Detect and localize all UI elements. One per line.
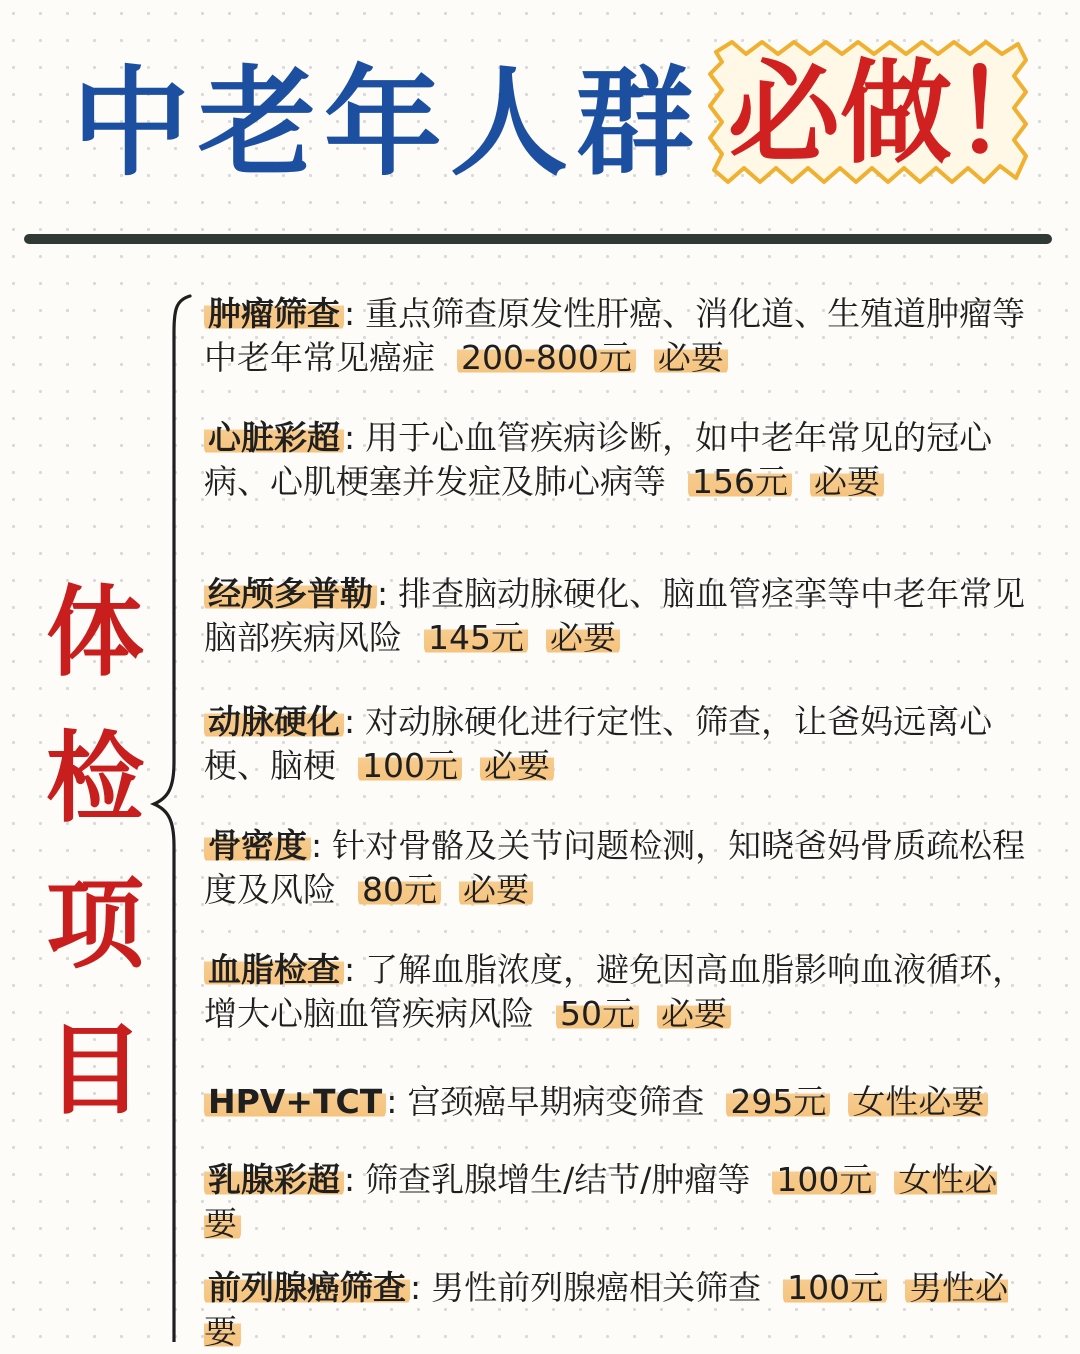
- page-title: 中老年人群: [72, 54, 703, 192]
- item-label: 前列腺癌筛查: [204, 1268, 410, 1307]
- list-item: HPV+TCT : 宫颈癌早期病变筛查 295元 女性必要: [204, 1080, 1034, 1124]
- item-label: 骨密度: [204, 826, 311, 865]
- item-price: 100元: [358, 746, 462, 785]
- item-label: 心脏彩超: [204, 418, 344, 457]
- item-price: 200-800元: [457, 338, 636, 377]
- list-item: 经颅多普勒 : 排查脑动脉硬化、脑血管痉挛等中老年常见脑部疾病风险 145元 必要: [204, 574, 1026, 657]
- curly-brace-icon: [150, 292, 194, 1342]
- item-desc: 宫颈癌早期病变筛查: [407, 1082, 705, 1121]
- item-tag: 必要: [546, 618, 620, 657]
- item-label: 肿瘤筛查: [204, 294, 344, 333]
- item-price: 100元: [772, 1160, 876, 1199]
- divider: [24, 234, 1052, 244]
- title-accent-frame: [706, 38, 1064, 188]
- list-item: 肿瘤筛查 : 重点筛查原发性肝癌、消化道、生殖道肿瘤等中老年常见癌症 200-800元 必要: [204, 294, 1026, 377]
- item-price: 100元: [783, 1268, 887, 1307]
- title-accent: 必做！: [728, 49, 1064, 179]
- item-desc: 针对骨骼及关节问题检测，知晓爸妈骨质疏松程度及风险: [204, 826, 1026, 909]
- item-desc: 男性前列腺癌相关筛查: [431, 1268, 762, 1307]
- side-label-char: 项: [45, 868, 144, 982]
- item-desc: 重点筛查原发性肝癌、消化道、生殖道肿瘤等中老年常见癌症: [204, 294, 1026, 377]
- item-desc: 了解血脂浓度，避免因高血脂影响血液循环，增大心脑血管疾病风险: [204, 950, 1026, 1033]
- list-item: 心脏彩超 : 用于心血管疾病诊断，如中老年常见的冠心病、心肌梗塞并发症及肺心病等 156元 必要: [204, 418, 993, 501]
- title-banner: [0, 30, 1080, 210]
- item-tag: 必要: [654, 338, 728, 377]
- item-tag: 必要: [810, 462, 884, 501]
- item-tag: 必要: [657, 994, 731, 1033]
- list-item: 乳腺彩超 : 筛查乳腺增生/结节/肿瘤等 100元 女性必要: [204, 1160, 998, 1243]
- item-desc: 对动脉硬化进行定性、筛查，让爸妈远离心梗、脑梗: [204, 702, 993, 785]
- item-tag: 男性必要: [204, 1268, 1009, 1351]
- item-price: 145元: [424, 618, 528, 657]
- item-desc: 排查脑动脉硬化、脑血管痉挛等中老年常见脑部疾病风险: [204, 574, 1026, 657]
- item-price: 50元: [556, 994, 639, 1033]
- side-label-char: 目: [45, 1014, 144, 1128]
- item-label: 经颅多普勒: [204, 574, 377, 613]
- side-label: [40, 560, 150, 1144]
- item-desc: 筛查乳腺增生/结节/肿瘤等: [365, 1160, 751, 1199]
- item-label: 血脂检查: [204, 950, 344, 989]
- item-label: HPV+TCT: [204, 1082, 386, 1121]
- item-desc: 用于心血管疾病诊断，如中老年常见的冠心病、心肌梗塞并发症及肺心病等: [204, 418, 993, 501]
- list-item: 前列腺癌筛查 : 男性前列腺癌相关筛查 100元 男性必要: [204, 1268, 1009, 1351]
- item-tag: 女性必要: [204, 1160, 998, 1243]
- item-price: 295元: [726, 1082, 830, 1121]
- list-item: 动脉硬化 : 对动脉硬化进行定性、筛查，让爸妈远离心梗、脑梗 100元 必要: [204, 702, 993, 785]
- item-tag: 女性必要: [848, 1082, 988, 1121]
- item-label: 动脉硬化: [204, 702, 344, 741]
- item-label: 乳腺彩超: [204, 1160, 344, 1199]
- item-tag: 必要: [480, 746, 554, 785]
- item-price: 156元: [688, 462, 792, 501]
- list-item: 血脂检查 : 了解血脂浓度，避免因高血脂影响血液循环，增大心脑血管疾病风险 50元 必要: [204, 950, 1026, 1033]
- list-item: 骨密度 : 针对骨骼及关节问题检测，知晓爸妈骨质疏松程度及风险 80元 必要: [204, 826, 1026, 909]
- item-price: 80元: [358, 870, 441, 909]
- side-label-char: 体: [45, 576, 144, 690]
- item-tag: 必要: [459, 870, 533, 909]
- side-label-char: 检: [45, 722, 144, 836]
